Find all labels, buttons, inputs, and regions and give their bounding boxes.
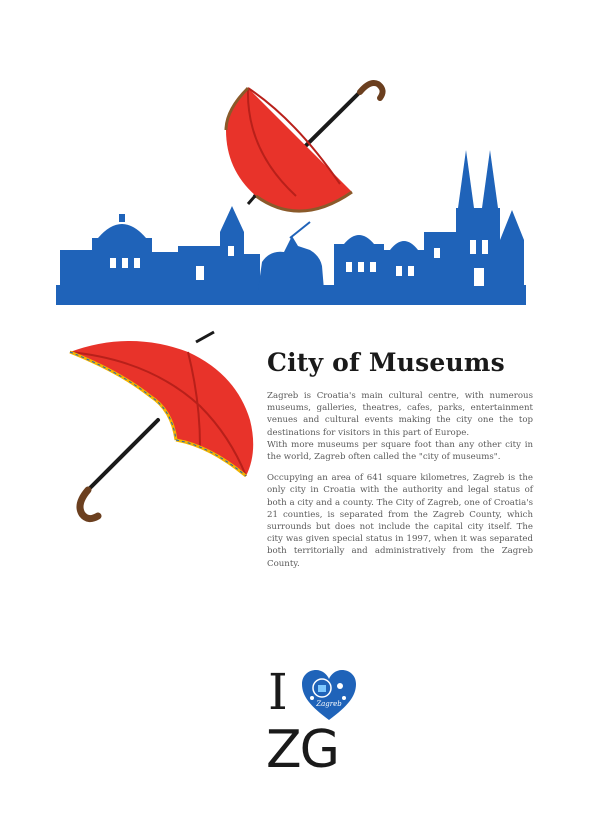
heart-text: Zagreb	[316, 700, 342, 708]
heart-icon	[300, 668, 358, 722]
paragraph-3: Occupying an area of 641 square kilometres, Zagreb is the only city in Croatia with the authority and legal status of both a city and a county. The City of Zagreb, one of Croatia's 21 counties, is separated from the Zagreb County, which surrounds but does not include the capital city itself. The city was given special status in 1997, when it was separated both territorially and administratively from the Zagreb County.	[267, 473, 533, 569]
paragraph-2: With more museums per square foot than any other city in the world, Zagreb often called the "city of museums".	[267, 439, 533, 463]
page-title: City of Museums	[267, 348, 505, 377]
i-love-zg-logo	[262, 663, 372, 786]
logo-letters-zg: ZG	[266, 720, 338, 780]
article-body	[267, 390, 533, 579]
top-umbrella-icon	[226, 83, 383, 211]
logo-letter-i: I	[268, 663, 288, 721]
paragraph-1: Zagreb is Croatia's main cultural centre, with numerous museums, galleries, theatres, cafes, parks, entertainment venues and cultural events making the city one the top destinations for visitors in this part of Europe.	[267, 391, 533, 438]
left-umbrella-icon	[70, 332, 253, 519]
